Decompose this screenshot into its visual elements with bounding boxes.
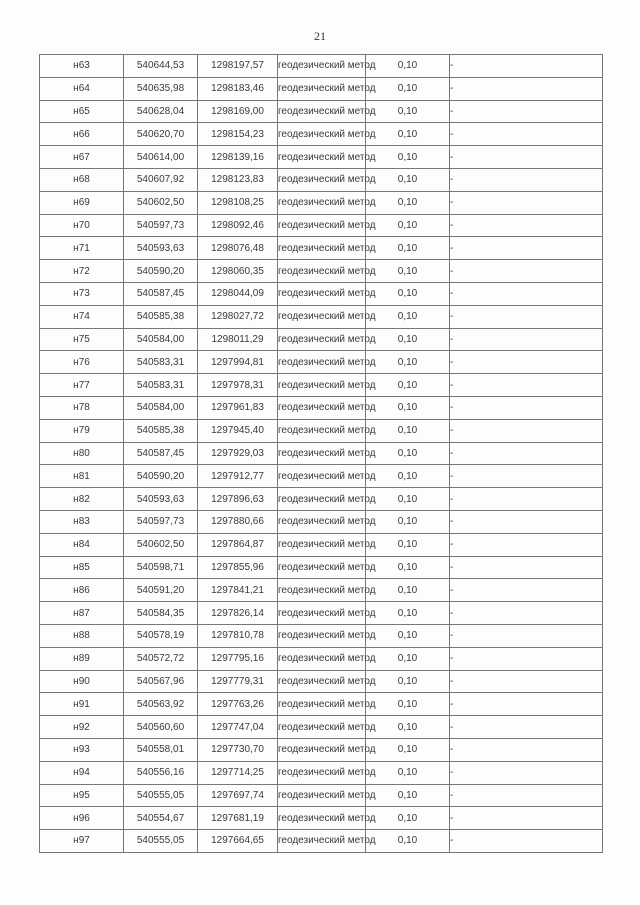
accuracy-cell: 0,10 [366, 282, 450, 305]
accuracy-cell: 0,10 [366, 351, 450, 374]
method-cell: геодезический метод [278, 123, 366, 146]
point-name-cell: н95 [40, 784, 124, 807]
table-row [40, 191, 603, 214]
accuracy-cell: 0,10 [366, 123, 450, 146]
point-name-cell: н72 [40, 260, 124, 283]
accuracy-cell: 0,10 [366, 807, 450, 830]
method-cell: геодезический метод [278, 55, 366, 78]
accuracy-cell: 0,10 [366, 214, 450, 237]
method-cell: геодезический метод [278, 442, 366, 465]
note-cell: - [450, 168, 603, 191]
accuracy-cell: 0,10 [366, 830, 450, 853]
x-coordinate-cell: 540556,16 [124, 761, 198, 784]
x-coordinate-cell: 540628,04 [124, 100, 198, 123]
method-cell: геодезический метод [278, 305, 366, 328]
x-coordinate-cell: 540583,31 [124, 374, 198, 397]
method-cell: геодезический метод [278, 260, 366, 283]
table-row [40, 77, 603, 100]
method-cell: геодезический метод [278, 351, 366, 374]
note-cell: - [450, 761, 603, 784]
method-cell: геодезический метод [278, 784, 366, 807]
point-name-cell: н67 [40, 146, 124, 169]
x-coordinate-cell: 540644,53 [124, 55, 198, 78]
note-cell: - [450, 214, 603, 237]
table-row [40, 670, 603, 693]
table-row [40, 579, 603, 602]
note-cell: - [450, 328, 603, 351]
y-coordinate-cell: 1298027,72 [198, 305, 278, 328]
y-coordinate-cell: 1297779,31 [198, 670, 278, 693]
note-cell: - [450, 716, 603, 739]
note-cell: - [450, 146, 603, 169]
table-row [40, 716, 603, 739]
accuracy-cell: 0,10 [366, 374, 450, 397]
method-cell: геодезический метод [278, 533, 366, 556]
method-cell: геодезический метод [278, 693, 366, 716]
point-name-cell: н92 [40, 716, 124, 739]
note-cell: - [450, 647, 603, 670]
note-cell: - [450, 351, 603, 374]
x-coordinate-cell: 540587,45 [124, 442, 198, 465]
method-cell: геодезический метод [278, 488, 366, 511]
table-row [40, 647, 603, 670]
table-row [40, 738, 603, 761]
point-name-cell: н69 [40, 191, 124, 214]
y-coordinate-cell: 1297880,66 [198, 510, 278, 533]
table-row [40, 100, 603, 123]
y-coordinate-cell: 1297961,83 [198, 396, 278, 419]
x-coordinate-cell: 540587,45 [124, 282, 198, 305]
y-coordinate-cell: 1297730,70 [198, 738, 278, 761]
y-coordinate-cell: 1298108,25 [198, 191, 278, 214]
table-row [40, 556, 603, 579]
accuracy-cell: 0,10 [366, 328, 450, 351]
table-row [40, 374, 603, 397]
x-coordinate-cell: 540584,35 [124, 602, 198, 625]
accuracy-cell: 0,10 [366, 465, 450, 488]
table-row [40, 442, 603, 465]
note-cell: - [450, 602, 603, 625]
accuracy-cell: 0,10 [366, 761, 450, 784]
y-coordinate-cell: 1298011,29 [198, 328, 278, 351]
x-coordinate-cell: 540598,71 [124, 556, 198, 579]
note-cell: - [450, 533, 603, 556]
y-coordinate-cell: 1297945,40 [198, 419, 278, 442]
note-cell: - [450, 693, 603, 716]
point-name-cell: н70 [40, 214, 124, 237]
y-coordinate-cell: 1298060,35 [198, 260, 278, 283]
accuracy-cell: 0,10 [366, 533, 450, 556]
accuracy-cell: 0,10 [366, 647, 450, 670]
y-coordinate-cell: 1298169,00 [198, 100, 278, 123]
method-cell: геодезический метод [278, 146, 366, 169]
note-cell: - [450, 419, 603, 442]
point-name-cell: н87 [40, 602, 124, 625]
method-cell: геодезический метод [278, 510, 366, 533]
x-coordinate-cell: 540597,73 [124, 510, 198, 533]
point-name-cell: н71 [40, 237, 124, 260]
note-cell: - [450, 77, 603, 100]
note-cell: - [450, 830, 603, 853]
table-row [40, 328, 603, 351]
y-coordinate-cell: 1297826,14 [198, 602, 278, 625]
x-coordinate-cell: 540593,63 [124, 237, 198, 260]
note-cell: - [450, 191, 603, 214]
accuracy-cell: 0,10 [366, 146, 450, 169]
x-coordinate-cell: 540607,92 [124, 168, 198, 191]
accuracy-cell: 0,10 [366, 670, 450, 693]
table-row [40, 305, 603, 328]
method-cell: геодезический метод [278, 396, 366, 419]
note-cell: - [450, 237, 603, 260]
note-cell: - [450, 305, 603, 328]
accuracy-cell: 0,10 [366, 579, 450, 602]
note-cell: - [450, 100, 603, 123]
y-coordinate-cell: 1297681,19 [198, 807, 278, 830]
method-cell: геодезический метод [278, 214, 366, 237]
point-name-cell: н65 [40, 100, 124, 123]
y-coordinate-cell: 1297978,31 [198, 374, 278, 397]
method-cell: геодезический метод [278, 374, 366, 397]
y-coordinate-cell: 1297810,78 [198, 624, 278, 647]
accuracy-cell: 0,10 [366, 442, 450, 465]
x-coordinate-cell: 540590,20 [124, 465, 198, 488]
table-row [40, 830, 603, 853]
method-cell: геодезический метод [278, 556, 366, 579]
accuracy-cell: 0,10 [366, 738, 450, 761]
y-coordinate-cell: 1297912,77 [198, 465, 278, 488]
accuracy-cell: 0,10 [366, 488, 450, 511]
x-coordinate-cell: 540572,72 [124, 647, 198, 670]
y-coordinate-cell: 1297664,65 [198, 830, 278, 853]
note-cell: - [450, 510, 603, 533]
table-row [40, 533, 603, 556]
point-name-cell: н88 [40, 624, 124, 647]
table-row [40, 55, 603, 78]
x-coordinate-cell: 540583,31 [124, 351, 198, 374]
accuracy-cell: 0,10 [366, 693, 450, 716]
y-coordinate-cell: 1298123,83 [198, 168, 278, 191]
y-coordinate-cell: 1297855,96 [198, 556, 278, 579]
point-name-cell: н91 [40, 693, 124, 716]
method-cell: геодезический метод [278, 716, 366, 739]
x-coordinate-cell: 540584,00 [124, 328, 198, 351]
method-cell: геодезический метод [278, 647, 366, 670]
table-row [40, 282, 603, 305]
point-name-cell: н89 [40, 647, 124, 670]
y-coordinate-cell: 1298044,09 [198, 282, 278, 305]
accuracy-cell: 0,10 [366, 260, 450, 283]
point-name-cell: н85 [40, 556, 124, 579]
note-cell: - [450, 624, 603, 647]
note-cell: - [450, 738, 603, 761]
point-name-cell: н73 [40, 282, 124, 305]
x-coordinate-cell: 540555,05 [124, 784, 198, 807]
point-name-cell: н78 [40, 396, 124, 419]
point-name-cell: н93 [40, 738, 124, 761]
y-coordinate-cell: 1297929,03 [198, 442, 278, 465]
point-name-cell: н90 [40, 670, 124, 693]
note-cell: - [450, 579, 603, 602]
accuracy-cell: 0,10 [366, 168, 450, 191]
table-row [40, 351, 603, 374]
point-name-cell: н74 [40, 305, 124, 328]
x-coordinate-cell: 540602,50 [124, 533, 198, 556]
point-name-cell: н83 [40, 510, 124, 533]
method-cell: геодезический метод [278, 465, 366, 488]
x-coordinate-cell: 540602,50 [124, 191, 198, 214]
x-coordinate-cell: 540614,00 [124, 146, 198, 169]
x-coordinate-cell: 540578,19 [124, 624, 198, 647]
method-cell: геодезический метод [278, 100, 366, 123]
point-name-cell: н96 [40, 807, 124, 830]
y-coordinate-cell: 1298197,57 [198, 55, 278, 78]
point-name-cell: н64 [40, 77, 124, 100]
point-name-cell: н94 [40, 761, 124, 784]
y-coordinate-cell: 1297841,21 [198, 579, 278, 602]
x-coordinate-cell: 540585,38 [124, 419, 198, 442]
accuracy-cell: 0,10 [366, 716, 450, 739]
accuracy-cell: 0,10 [366, 305, 450, 328]
point-name-cell: н86 [40, 579, 124, 602]
point-name-cell: н68 [40, 168, 124, 191]
table-row [40, 237, 603, 260]
method-cell: геодезический метод [278, 328, 366, 351]
method-cell: геодезический метод [278, 761, 366, 784]
table-row [40, 465, 603, 488]
point-name-cell: н82 [40, 488, 124, 511]
method-cell: геодезический метод [278, 419, 366, 442]
accuracy-cell: 0,10 [366, 396, 450, 419]
x-coordinate-cell: 540558,01 [124, 738, 198, 761]
note-cell: - [450, 374, 603, 397]
point-name-cell: н80 [40, 442, 124, 465]
x-coordinate-cell: 540635,98 [124, 77, 198, 100]
x-coordinate-cell: 540585,38 [124, 305, 198, 328]
y-coordinate-cell: 1298183,46 [198, 77, 278, 100]
method-cell: геодезический метод [278, 670, 366, 693]
y-coordinate-cell: 1298154,23 [198, 123, 278, 146]
y-coordinate-cell: 1297714,25 [198, 761, 278, 784]
y-coordinate-cell: 1297795,16 [198, 647, 278, 670]
table-row [40, 761, 603, 784]
point-name-cell: н81 [40, 465, 124, 488]
note-cell: - [450, 396, 603, 419]
table-row [40, 123, 603, 146]
point-name-cell: н84 [40, 533, 124, 556]
point-name-cell: н79 [40, 419, 124, 442]
method-cell: геодезический метод [278, 830, 366, 853]
accuracy-cell: 0,10 [366, 556, 450, 579]
note-cell: - [450, 807, 603, 830]
x-coordinate-cell: 540591,20 [124, 579, 198, 602]
x-coordinate-cell: 540620,70 [124, 123, 198, 146]
note-cell: - [450, 465, 603, 488]
table-row [40, 510, 603, 533]
table-row [40, 624, 603, 647]
table-row [40, 168, 603, 191]
accuracy-cell: 0,10 [366, 237, 450, 260]
y-coordinate-cell: 1297896,63 [198, 488, 278, 511]
x-coordinate-cell: 540555,05 [124, 830, 198, 853]
accuracy-cell: 0,10 [366, 510, 450, 533]
y-coordinate-cell: 1297697,74 [198, 784, 278, 807]
method-cell: геодезический метод [278, 191, 366, 214]
coordinates-table-body [40, 55, 603, 853]
x-coordinate-cell: 540584,00 [124, 396, 198, 419]
x-coordinate-cell: 540554,67 [124, 807, 198, 830]
y-coordinate-cell: 1297747,04 [198, 716, 278, 739]
accuracy-cell: 0,10 [366, 602, 450, 625]
x-coordinate-cell: 540593,63 [124, 488, 198, 511]
accuracy-cell: 0,10 [366, 77, 450, 100]
note-cell: - [450, 670, 603, 693]
note-cell: - [450, 442, 603, 465]
coordinates-table [39, 54, 603, 853]
page-number: 21 [314, 29, 326, 43]
table-row [40, 807, 603, 830]
note-cell: - [450, 55, 603, 78]
table-row [40, 784, 603, 807]
y-coordinate-cell: 1298076,48 [198, 237, 278, 260]
note-cell: - [450, 123, 603, 146]
table-row [40, 488, 603, 511]
y-coordinate-cell: 1297864,87 [198, 533, 278, 556]
table-row [40, 419, 603, 442]
y-coordinate-cell: 1297994,81 [198, 351, 278, 374]
point-name-cell: н63 [40, 55, 124, 78]
method-cell: геодезический метод [278, 738, 366, 761]
method-cell: геодезический метод [278, 282, 366, 305]
accuracy-cell: 0,10 [366, 624, 450, 647]
note-cell: - [450, 556, 603, 579]
x-coordinate-cell: 540597,73 [124, 214, 198, 237]
x-coordinate-cell: 540567,96 [124, 670, 198, 693]
y-coordinate-cell: 1298092,46 [198, 214, 278, 237]
table-row [40, 214, 603, 237]
table-row [40, 260, 603, 283]
method-cell: геодезический метод [278, 624, 366, 647]
accuracy-cell: 0,10 [366, 100, 450, 123]
note-cell: - [450, 282, 603, 305]
table-row [40, 693, 603, 716]
note-cell: - [450, 260, 603, 283]
method-cell: геодезический метод [278, 807, 366, 830]
method-cell: геодезический метод [278, 168, 366, 191]
point-name-cell: н76 [40, 351, 124, 374]
x-coordinate-cell: 540560,60 [124, 716, 198, 739]
x-coordinate-cell: 540590,20 [124, 260, 198, 283]
y-coordinate-cell: 1297763,26 [198, 693, 278, 716]
y-coordinate-cell: 1298139,16 [198, 146, 278, 169]
point-name-cell: н75 [40, 328, 124, 351]
method-cell: геодезический метод [278, 77, 366, 100]
accuracy-cell: 0,10 [366, 784, 450, 807]
method-cell: геодезический метод [278, 579, 366, 602]
note-cell: - [450, 488, 603, 511]
accuracy-cell: 0,10 [366, 191, 450, 214]
method-cell: геодезический метод [278, 237, 366, 260]
table-row [40, 396, 603, 419]
method-cell: геодезический метод [278, 602, 366, 625]
point-name-cell: н97 [40, 830, 124, 853]
table-row [40, 602, 603, 625]
x-coordinate-cell: 540563,92 [124, 693, 198, 716]
point-name-cell: н66 [40, 123, 124, 146]
note-cell: - [450, 784, 603, 807]
accuracy-cell: 0,10 [366, 55, 450, 78]
accuracy-cell: 0,10 [366, 419, 450, 442]
point-name-cell: н77 [40, 374, 124, 397]
table-row [40, 146, 603, 169]
